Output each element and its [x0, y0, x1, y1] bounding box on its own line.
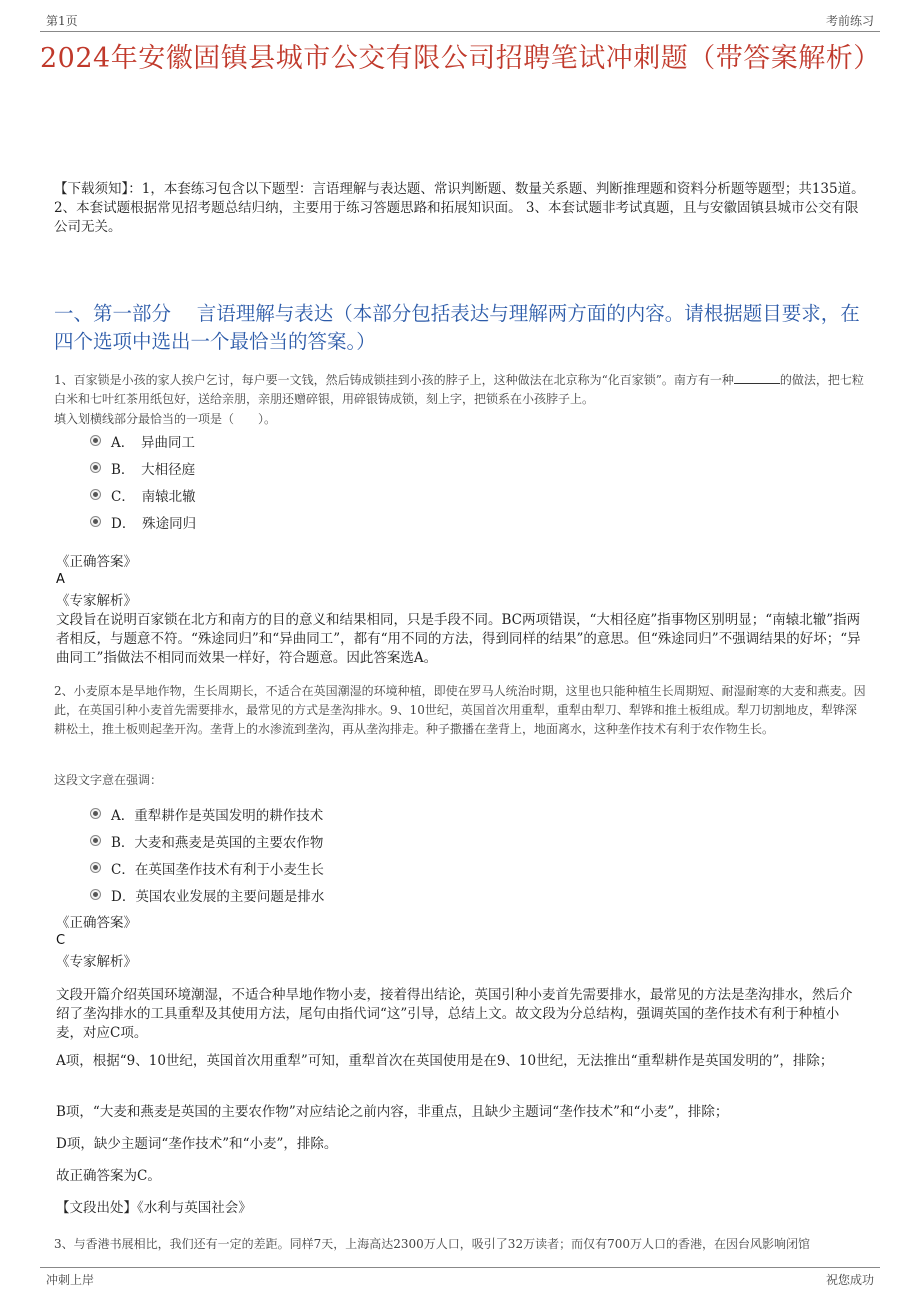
analysis-text: 文段旨在说明百家锁在北方和南方的目的意义和结果相同，只是手段不同。BC两项错误，“大相径庭”指事物区别明显；“南辕北辙”指两者相反，与题意不符。“殊途同归”和“异曲同工”，都有“用不同的方法，得到同样的结果”的意思。但“殊途同归”不强调结果的好坏；“异曲同工”指做法不相同而效果一样好，符合题意。因此答案选A。: [56, 612, 861, 666]
answer-label: 《正确答案》: [56, 915, 137, 931]
question-2-prompt: 这段文字意在强调：: [54, 773, 163, 787]
footer-right: 祝您成功: [825, 1273, 874, 1287]
analysis-paragraph: D项，缺少主题词“垄作技术”和“小麦”，排除。: [56, 1136, 338, 1152]
footer-left: 冲刺上岸: [46, 1273, 95, 1287]
option-c[interactable]: C．在英国垄作技术有利于小麦生长: [90, 854, 324, 881]
analysis-label: 《专家解析》: [56, 954, 137, 970]
option-b[interactable]: B．大麦和燕麦是英国的主要农作物: [90, 827, 324, 854]
question-2-stem: 2、小麦原本是旱地作物，生长周期长，不适合在英国潮湿的环境种植，即使在罗马人统治时期，这里也只能种植生长周期短、耐湿耐寒的大麦和燕麦。因此，在英国引种小麦首先需要排水，最常见的方式是垄沟排水。9、10世纪，英国首次用重犁，重犁由犁刀、犁铧和推土板组成。犁刀切割地皮，犁铧深耕松土，推土板则起垄开沟。垄背上的水渗流到垄沟，再从垄沟排走。种子撒播在垄背上，地面离水，这种垄作技术有利于农作物生长。: [54, 684, 866, 736]
analysis-paragraph: B项，“大麦和燕麦是英国的主要农作物”对应结论之前内容，非重点，且缺少主题词“垄作技术”和“小麦”，排除；: [56, 1104, 729, 1120]
analysis-label: 《专家解析》: [56, 593, 137, 609]
option-a[interactable]: A． 异曲同工: [90, 427, 196, 454]
question-2-options: [90, 800, 324, 908]
document-title: 2024年安徽固镇县城市公交有限公司招聘笔试冲刺题（带答案解析）: [40, 43, 881, 74]
radio-icon[interactable]: [90, 808, 101, 819]
page-number: 第1页: [46, 14, 78, 28]
option-b[interactable]: B． 大相径庭: [90, 454, 196, 481]
answer-blank: [734, 371, 780, 384]
analysis-conclusion: 故正确答案为C。: [56, 1168, 161, 1184]
section-title: 一、第一部分 言语理解与表达（本部分包括表达与理解两方面的内容。请根据题目要求，在四个选项中选出一个最恰当的答案。）: [54, 302, 860, 353]
radio-icon[interactable]: [90, 435, 101, 446]
question-1-options: [90, 427, 196, 535]
download-notice: 【下载须知】：1，本套练习包含以下题型：言语理解与表达题、常识判断题、数量关系题、判断推理题和资料分析题等题型；共135道。 2、本套试题根据常见招考题总结归纳，主要用于练习答题思路和拓展知识面。 3、本套试题非考试真题，且与安徽固镇县城市公交有限公司无关。: [54, 181, 865, 235]
header-label: 考前练习: [825, 14, 874, 28]
radio-icon[interactable]: [90, 889, 101, 900]
radio-icon[interactable]: [90, 516, 101, 527]
analysis-paragraph: 文段开篇介绍英国环境潮湿，不适合种旱地作物小麦，接着得出结论，英国引种小麦首先需要排水，最常见的方法是垄沟排水，然后介绍了垄沟排水的工具重犁及其使用方法，尾句由指代词“这”引导，总结上文。故文段为分总结构，强调英国的垄作技术有利于种植小麦，对应C项。: [56, 987, 853, 1041]
answer-label: 《正确答案》: [56, 554, 137, 570]
radio-icon[interactable]: [90, 462, 101, 473]
radio-icon[interactable]: [90, 489, 101, 500]
option-c[interactable]: C． 南辕北辙: [90, 481, 196, 508]
question-1-stem: 1、百家锁是小孩的家人挨户乞讨，每户要一文钱，然后铸成锁挂到小孩的脖子上，这种做法在北京称为“化百家锁”。南方有一种 的做法，把七粒白米和七叶红茶用纸包好，送给亲朋，亲朋还赠碎银，用碎银铸成锁，刻上字，把锁系在小孩脖子上。: [54, 373, 864, 406]
analysis-paragraph: A项，根据“9、10世纪，英国首次用重犁”可知，重犁首次在英国使用是在9、10世纪，无法推出“重犁耕作是英国发明的”，排除；: [56, 1053, 834, 1069]
radio-icon[interactable]: [90, 862, 101, 873]
question-1-prompt: 填入划横线部分最恰当的一项是（ ）。: [54, 412, 277, 426]
option-d[interactable]: D．英国农业发展的主要问题是排水: [90, 881, 324, 908]
page-header: [40, 12, 880, 30]
correct-answer: C: [56, 933, 66, 948]
correct-answer: A: [56, 572, 65, 587]
option-a[interactable]: A．重犁耕作是英国发明的耕作技术: [90, 800, 324, 827]
passage-source: 【文段出处】《水利与英国社会》: [56, 1200, 252, 1216]
question-3-stem: 3、与香港书展相比，我们还有一定的差距。同样7天，上海高达2300万人口，吸引了32万读者；而仅有700万人口的香港，在因台风影响闭馆: [54, 1237, 810, 1251]
footer-divider: [40, 1267, 880, 1268]
radio-icon[interactable]: [90, 835, 101, 846]
header-divider: [40, 31, 880, 32]
option-d[interactable]: D． 殊途同归: [90, 508, 196, 535]
